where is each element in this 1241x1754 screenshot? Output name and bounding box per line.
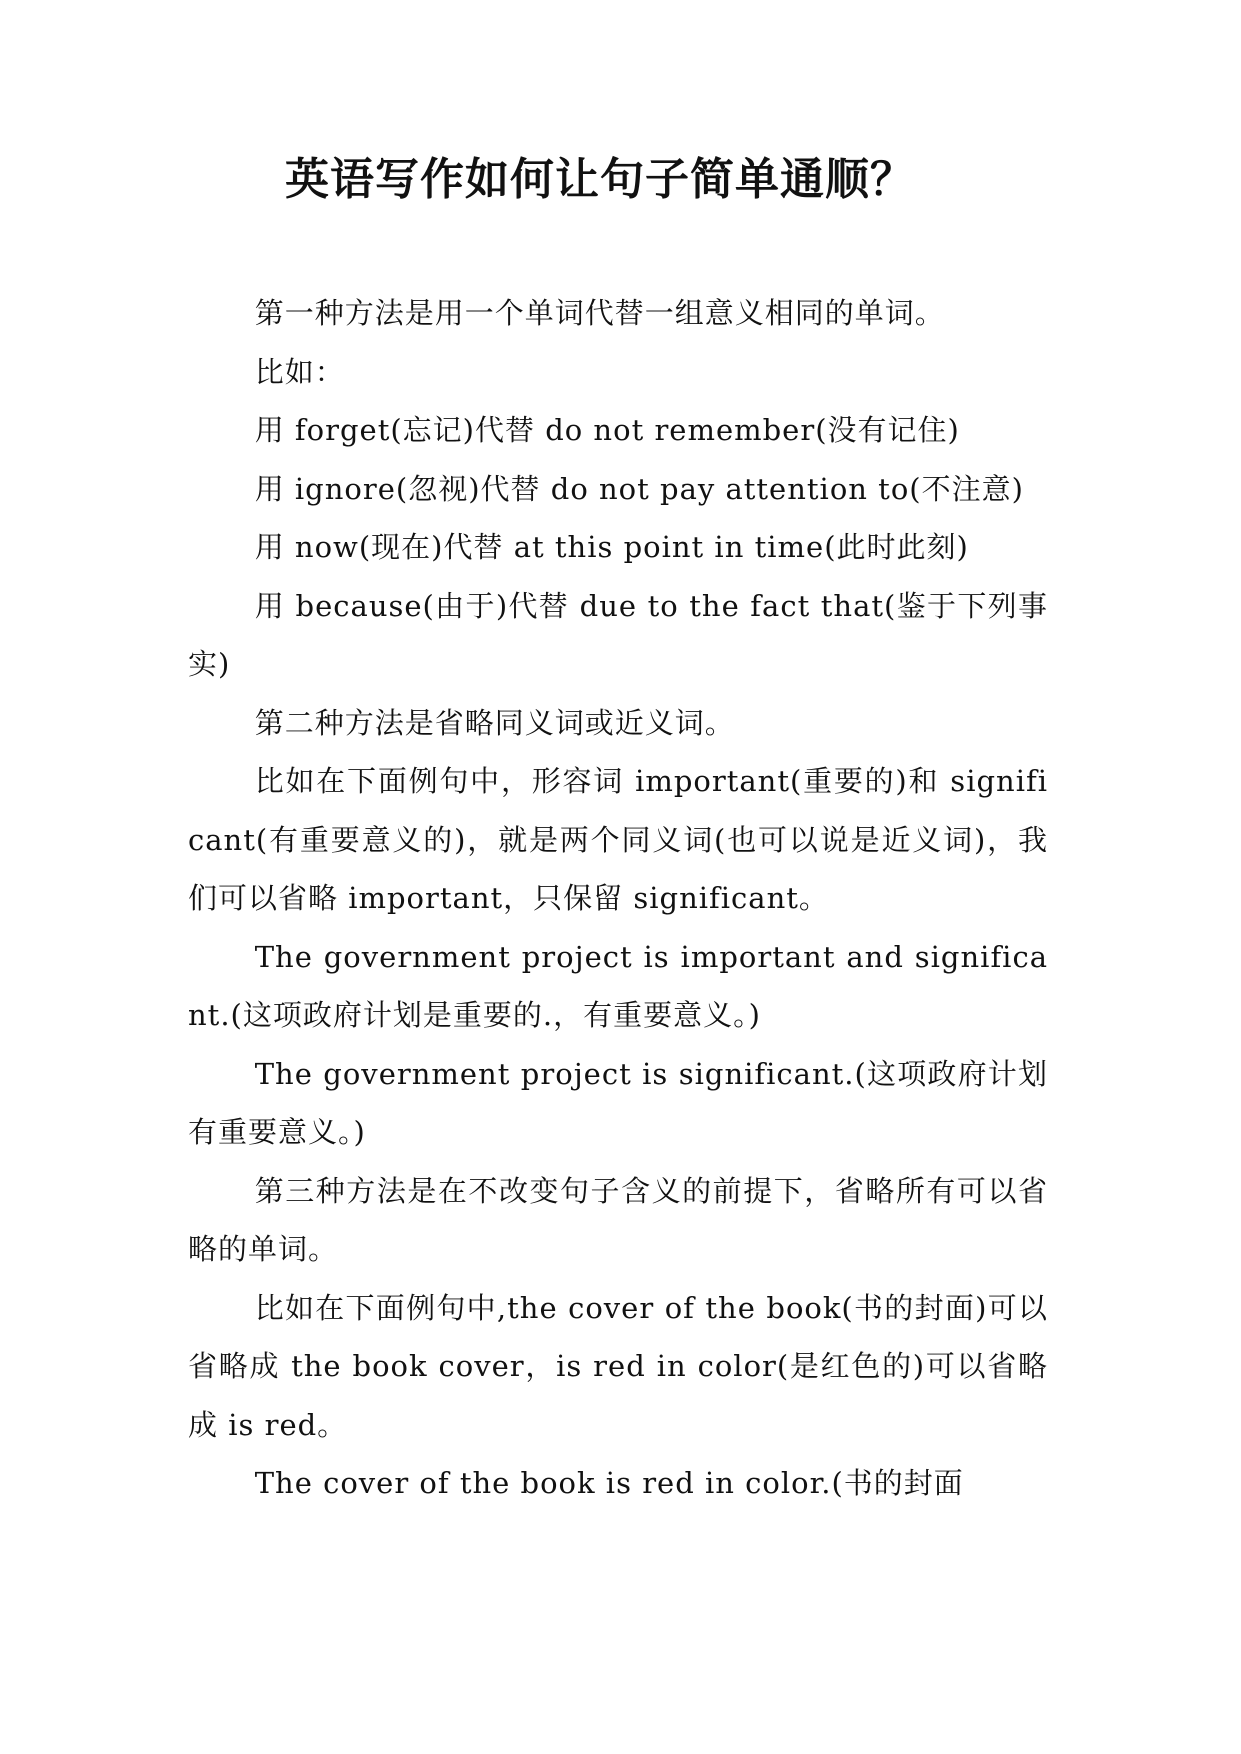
paragraph-example-sentence-2: The government project is significant.(这项政府计划有重要意义。) xyxy=(188,1056,1048,1149)
document-title: 英语写作如何让句子简单通顺？ xyxy=(285,154,915,205)
paragraph-example-sentence-3: The cover of the book is red in color.(书的封面 xyxy=(254,1466,964,1500)
paragraph-ignore: 用 ignore(忽视)代替 do not pay attention to(不注意) xyxy=(254,471,1024,506)
paragraph-method-three: 第三种方法是在不改变句子含义的前提下，省略所有可以省略的单词。 xyxy=(188,1173,1048,1266)
paragraph-forget: 用 forget(忘记)代替 do not remember(没有记住) xyxy=(254,413,960,447)
paragraph-omit-example: 比如在下面例句中,the cover of the book(书的封面)可以省略成 the book cover，is red in color(是红色的)可以省略成 is red。 xyxy=(188,1290,1048,1442)
paragraph-for-example: 比如： xyxy=(254,354,345,389)
paragraph-example-sentence-1: The government project is important and significant.(这项政府计划是重要的.，有重要意义。) xyxy=(188,939,1048,1032)
paragraph-method-two: 第二种方法是省略同义词或近义词。 xyxy=(254,705,735,740)
document-body xyxy=(188,284,1048,1513)
paragraph-because: 用 because(由于)代替 due to the fact that(鉴于下列事实) xyxy=(188,588,1048,681)
paragraph-method-one: 第一种方法是用一个单词代替一组意义相同的单词。 xyxy=(254,296,945,330)
paragraph-synonym-example: 比如在下面例句中，形容词 important(重要的)和 significant(有重要意义的)，就是两个同义词(也可以说是近义词)，我们可以省略 important，只保留 significant。 xyxy=(188,764,1048,915)
paragraph-now: 用 now(现在)代替 at this point in time(此时此刻) xyxy=(254,530,969,564)
